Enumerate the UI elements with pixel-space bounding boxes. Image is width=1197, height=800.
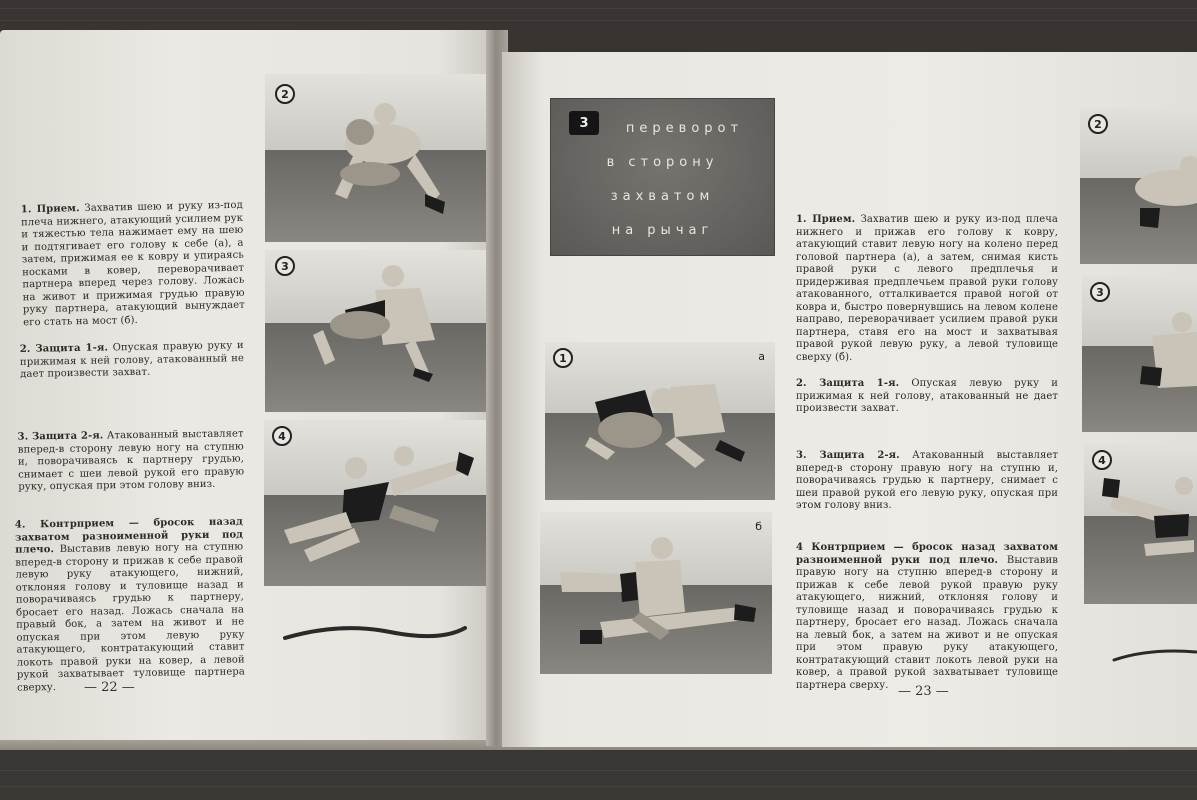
section-number: 3 <box>569 111 599 135</box>
decorative-swash <box>1110 644 1197 668</box>
right-photo-3 <box>1082 276 1197 432</box>
wrestlers-figure <box>265 74 487 242</box>
photo-number-badge: 3 <box>1090 282 1110 302</box>
photo-number-badge: 4 <box>1092 450 1112 470</box>
left-photo-2 <box>265 74 487 242</box>
right-page-number: — 23 — <box>898 684 949 699</box>
right-photo-1a <box>545 342 775 500</box>
section-title-line: в сторону <box>606 155 719 170</box>
left-photo-3 <box>265 250 487 412</box>
section-title-line: на рычаг <box>611 223 714 238</box>
right-photo-2 <box>1080 108 1197 264</box>
wrestlers-figure <box>540 512 772 674</box>
photo-number-badge: 3 <box>275 256 295 276</box>
photo-number-badge: 2 <box>1088 114 1108 134</box>
right-para-2: 2. Защита 1-я. Опуская левую руку и прижимая к ней голову, атакованный не дает произвести захват. <box>796 378 1058 414</box>
photo-number-badge: 4 <box>272 426 292 446</box>
photo-number-badge: 1 <box>553 348 573 368</box>
left-para-3: 3. Защита 2-я. Атакованный выставляет вперед-в сторону левую ногу на ступню и, поворачиваясь к партнеру грудью, снимает с шеи левой рукой его правую руку, опуская при этом голову вниз. <box>17 428 245 493</box>
wrestlers-figure <box>265 250 487 412</box>
left-photo-4 <box>264 420 486 586</box>
right-para-1: 1. Прием. Захватив шею и руку из-под плеча нижнего и прижав его голову к ковру, атакующий ставит левую ногу на колено перед головой партнера (а), а затем, снимая кисть правой руки с левого предплечья и придерживая предплечьем правой руки голову атакованного, отталкивается правой ногой от ковра и, быстро повернувшись на левом колене направо, переворачивает усилием правой руки партнера, ставя его на мост и захватывая правой рукой левую руку, а левой туловище сверху (б). <box>796 214 1058 363</box>
wrestlers-figure <box>545 342 775 500</box>
left-page-number: — 22 — <box>84 680 135 695</box>
wrestlers-figure <box>264 420 486 586</box>
left-para-4: 4. Контрприем — бросок назад захватом разноименной руки под плечо. Выставив левую ногу на ступню вперед-в сторону и прижав к себе правой левую руку атакующего, нижний, отклоняя голову и туловище назад и поворачиваясь грудью к партнеру, бросает его назад. Ложась сначала на правый бок, а затем на живот и не опуская при этом левую руку атакующего, контратакующий ставит локоть правой руки на ковер, а левой рукой захватывает туловище партнера сверху. <box>14 516 246 694</box>
photo-letter: б <box>755 520 762 533</box>
decorative-swash <box>280 618 470 648</box>
right-para-3: 3. Защита 2-я. Атакованный выставляет вперед-в сторону правую ногу на ступню и, поворачиваясь грудью к партнеру, снимает с шеи правой рукой его левую руку, опуская при этом голову вниз. <box>796 450 1059 511</box>
right-para-4: 4 Контрприем — бросок назад захватом разноименной руки под плечо. Выставив правую ногу на ступню вперед-в сторону и прижав к себе левой рукой правую руку атакующего, нижний, отклоняя голову и туловище назад и поворачиваясь грудью к партнеру, бросает его назад. Ложась сначала на левый бок, а затем на живот и не опуская при этом правую руку атакующего, контратакующий ставит локоть левой руки на ковер, а правой рукой захватывает туловище партнера сверху. <box>796 542 1058 691</box>
photo-number-badge: 2 <box>275 84 295 104</box>
section-title-line: переворот <box>625 121 744 136</box>
section-title-plate <box>550 98 775 256</box>
left-para-2: 2. Защита 1-я. Опуская правую руку и прижимая к ней голову, атакованный не дает произвести захват. <box>19 340 245 380</box>
right-photo-4 <box>1084 444 1197 604</box>
right-photo-1b <box>540 512 772 674</box>
photo-letter: а <box>758 350 765 363</box>
left-para-1: 1. Прием. Захватив шею и руку из-под плеча нижнего, атакующий усилием рук и тяжестью тела нажимает ему на шею и подтягивает его голову к себе (а), а затем, прижимая ее к ковру и упираясь носками в ковер, переворачивает партнера вперед через голову. Ложась на живот и прижимая грудью правую руку партнера, атакующий вынуждает его стать на мост (б). <box>20 199 245 328</box>
section-title-line: захватом <box>610 189 715 204</box>
